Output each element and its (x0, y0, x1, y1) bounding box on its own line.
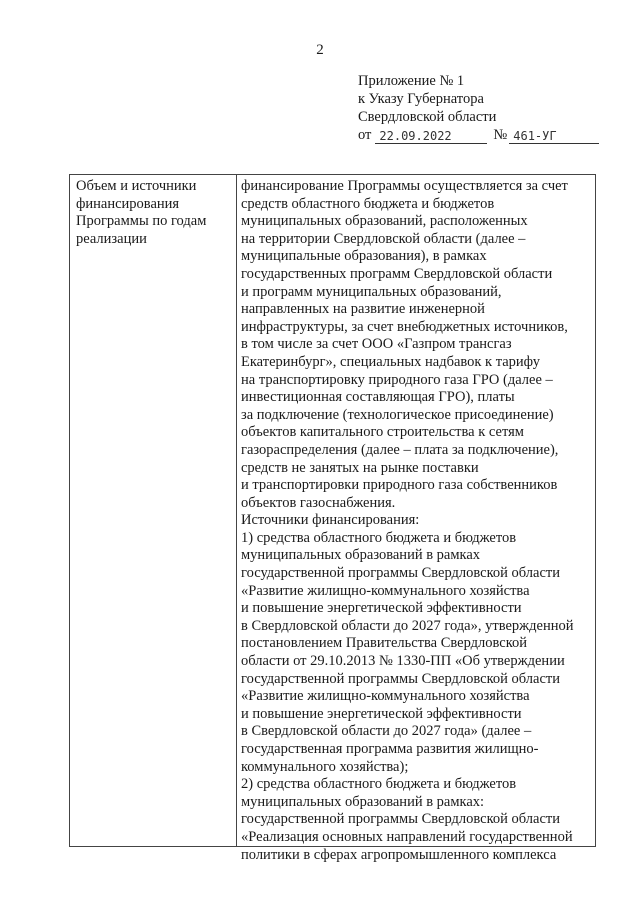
appendix-region: Свердловской области (358, 109, 497, 125)
decree-date: 22.09.2022 (375, 129, 487, 144)
content-line: «Развитие жилищно-коммунального хозяйства (241, 582, 530, 599)
table-row-label (70, 175, 237, 846)
appendix-header (358, 72, 599, 144)
content-line: и программ муниципальных образований, (241, 283, 502, 300)
appendix-decree-ref: к Указу Губернатора (358, 91, 484, 107)
content-line: объектов газоснабжения. (241, 494, 396, 511)
content-line: инфраструктуры, за счет внебюджетных источников, (241, 318, 568, 335)
content-line: «Развитие жилищно-коммунального хозяйства (241, 688, 530, 705)
content-line: газораспределения (далее – плата за подключение), (241, 441, 559, 458)
content-line: государственных программ Свердловской области (241, 265, 553, 282)
content-line: государственной программы Свердловской области (241, 565, 560, 582)
content-line: 2) средства областного бюджета и бюджетов (241, 776, 517, 793)
content-line: средств не занятых на рынке поставки (241, 459, 479, 476)
content-line: в том числе за счет ООО «Газпром трансгаз (241, 336, 512, 353)
decree-number: 461-УГ (509, 129, 599, 144)
number-sign: № (493, 127, 508, 143)
label-line: Объем и источники (76, 178, 197, 194)
label-line: реализации (76, 230, 147, 247)
page-number: 2 (316, 42, 324, 58)
content-line: 1) средства областного бюджета и бюджетов (241, 529, 517, 546)
content-line: области от 29.10.2013 № 1330-ПП «Об утверждении (241, 653, 565, 670)
content-line: на территории Свердловской области (далее – (241, 230, 526, 247)
content-line: государственная программа развития жилищно- (241, 741, 539, 757)
date-prefix: от (358, 127, 372, 143)
content-line: объектов капитального строительства к сетям (241, 424, 524, 441)
content-line: «Реализация основных направлений государственной (241, 828, 573, 845)
content-line: в Свердловской области до 2027 года» (далее – (241, 723, 532, 740)
content-line: средств областного бюджета и бюджетов (241, 195, 495, 212)
table-row-content (237, 175, 595, 863)
program-passport-table (69, 174, 596, 863)
content-line: политики в сферах агропромышленного комплекса (241, 846, 557, 863)
content-line: в Свердловской области до 2027 года», утвержденной (241, 617, 574, 634)
content-line: финансирование Программы осуществляется за счет (241, 178, 568, 194)
content-line: муниципальных образований, расположенных (241, 213, 528, 230)
content-line: Екатеринбург», специальных надбавок к тарифу (241, 353, 540, 370)
label-line: Программы по годам (76, 213, 207, 229)
content-line: Источники финансирования: (241, 512, 420, 529)
content-line: постановлением Правительства Свердловской (241, 635, 528, 652)
content-line: и повышение энергетической эффективности (241, 600, 522, 617)
content-line: муниципальные образования), в рамках (241, 248, 487, 265)
content-line: за подключение (технологическое присоединение) (241, 406, 554, 423)
appendix-date-number-line (358, 126, 599, 144)
content-line: направленных на развитие инженерной (241, 301, 485, 318)
appendix-title: Приложение № 1 (358, 73, 465, 89)
content-line: и повышение энергетической эффективности (241, 705, 522, 722)
content-line: государственной программы Свердловской области (241, 670, 560, 687)
content-line: коммунального хозяйства); (241, 758, 409, 775)
content-line: и транспортировки природного газа собственников (241, 477, 558, 494)
content-line: на транспортировку природного газа ГРО (далее – (241, 371, 553, 388)
content-line: муниципальных образований в рамках: (241, 793, 485, 810)
content-line: инвестиционная составляющая ГРО), платы (241, 389, 515, 406)
content-line: государственной программы Свердловской области (241, 811, 560, 828)
label-line: финансирования (76, 195, 180, 212)
content-line: муниципальных образований в рамках (241, 547, 481, 564)
